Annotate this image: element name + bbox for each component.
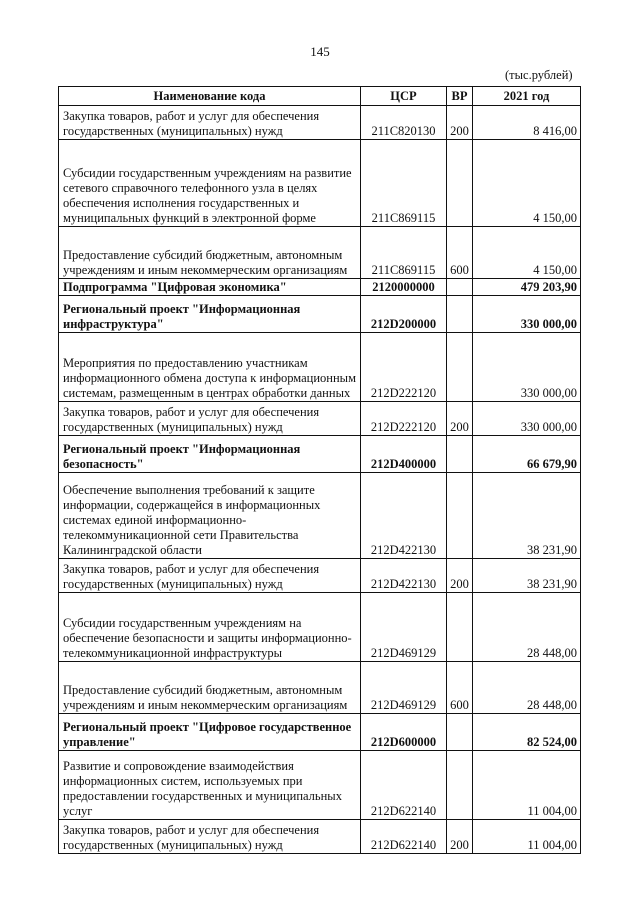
row-code: 2120000000: [361, 279, 447, 296]
row-sum: 4 150,00: [473, 227, 581, 279]
row-sum: 330 000,00: [473, 296, 581, 333]
row-vr: [447, 751, 473, 820]
row-sum: 11 004,00: [473, 820, 581, 854]
row-sum: 330 000,00: [473, 333, 581, 402]
table-row: [59, 714, 581, 751]
row-sum: 38 231,90: [473, 559, 581, 593]
table-row: [59, 751, 581, 820]
table-row: [59, 473, 581, 559]
row-code: 212D222120: [361, 333, 447, 402]
header-year: 2021 год: [473, 87, 581, 106]
row-sum: 28 448,00: [473, 593, 581, 662]
row-vr: [447, 333, 473, 402]
row-code: 212D600000: [361, 714, 447, 751]
row-sum: 11 004,00: [473, 751, 581, 820]
row-sum: 330 000,00: [473, 402, 581, 436]
row-sum: 8 416,00: [473, 106, 581, 140]
row-name: Субсидии государственным учреждениям на развитие сетевого справочного телефонного узла в целях обеспечения исполнения государственных и муниципальных функций в электронной форме: [59, 140, 361, 227]
row-name: Мероприятия по предоставлению участникам информационного обмена доступа к информационным системам, размещенным в центрах обработки данных: [59, 333, 361, 402]
units-label: (тыс.рублей): [505, 68, 573, 82]
budget-table: [58, 86, 581, 854]
row-vr: [447, 473, 473, 559]
table-header-row: [59, 87, 581, 106]
row-name: Развитие и сопровождение взаимодействия информационных систем, используемых при предоставлении государственных и муниципальных услуг: [59, 751, 361, 820]
row-code: 211C869115: [361, 227, 447, 279]
row-vr: [447, 279, 473, 296]
table-row: [59, 296, 581, 333]
row-code: 212D400000: [361, 436, 447, 473]
table-row: [59, 333, 581, 402]
row-sum: 82 524,00: [473, 714, 581, 751]
table-row: [59, 436, 581, 473]
row-sum: 479 203,90: [473, 279, 581, 296]
row-name: Предоставление субсидий бюджетным, автономным учреждениям и иным некоммерческим организациям: [59, 227, 361, 279]
table-row: [59, 559, 581, 593]
row-code: 212D622140: [361, 820, 447, 854]
row-vr: [447, 140, 473, 227]
header-name: Наименование кода: [59, 87, 361, 106]
table-row: [59, 820, 581, 854]
row-name: Региональный проект "Информационная инфраструктура": [59, 296, 361, 333]
row-name: Обеспечение выполнения требований к защите информации, содержащейся в информационных системах единой информационно-телекоммуникационной сети Правительства Калининградской области: [59, 473, 361, 559]
row-name: Закупка товаров, работ и услуг для обеспечения государственных (муниципальных) нужд: [59, 820, 361, 854]
row-sum: 66 679,90: [473, 436, 581, 473]
row-code: 212D622140: [361, 751, 447, 820]
row-vr: 200: [447, 402, 473, 436]
row-name: Региональный проект "Цифровое государственное управление": [59, 714, 361, 751]
row-name: Подпрограмма "Цифровая экономика": [59, 279, 361, 296]
row-code: 212D469129: [361, 662, 447, 714]
row-sum: 28 448,00: [473, 662, 581, 714]
row-name: Предоставление субсидий бюджетным, автономным учреждениям и иным некоммерческим организациям: [59, 662, 361, 714]
row-code: 211C869115: [361, 140, 447, 227]
row-vr: 600: [447, 662, 473, 714]
row-vr: 200: [447, 559, 473, 593]
row-code: 212D200000: [361, 296, 447, 333]
row-name: Закупка товаров, работ и услуг для обеспечения государственных (муниципальных) нужд: [59, 559, 361, 593]
table-row: [59, 593, 581, 662]
row-code: 212D469129: [361, 593, 447, 662]
row-name: Региональный проект "Информационная безопасность": [59, 436, 361, 473]
header-vr: ВР: [447, 87, 473, 106]
row-sum: 38 231,90: [473, 473, 581, 559]
row-sum: 4 150,00: [473, 140, 581, 227]
row-code: 212D222120: [361, 402, 447, 436]
table-row: [59, 140, 581, 227]
row-code: 211C820130: [361, 106, 447, 140]
row-name: Субсидии государственным учреждениям на обеспечение безопасности и защиты информационно-телекоммуникационной инфраструктуры: [59, 593, 361, 662]
table-row: [59, 662, 581, 714]
row-vr: [447, 296, 473, 333]
row-code: 212D422130: [361, 473, 447, 559]
row-vr: 200: [447, 820, 473, 854]
row-vr: [447, 593, 473, 662]
header-csr: ЦСР: [361, 87, 447, 106]
row-code: 212D422130: [361, 559, 447, 593]
table-row: [59, 227, 581, 279]
row-name: Закупка товаров, работ и услуг для обеспечения государственных (муниципальных) нужд: [59, 402, 361, 436]
table-row: [59, 402, 581, 436]
row-vr: 200: [447, 106, 473, 140]
table-row: [59, 279, 581, 296]
row-vr: [447, 714, 473, 751]
table-row: [59, 106, 581, 140]
row-vr: 600: [447, 227, 473, 279]
row-vr: [447, 436, 473, 473]
page-number: 145: [310, 44, 330, 59]
row-name: Закупка товаров, работ и услуг для обеспечения государственных (муниципальных) нужд: [59, 106, 361, 140]
